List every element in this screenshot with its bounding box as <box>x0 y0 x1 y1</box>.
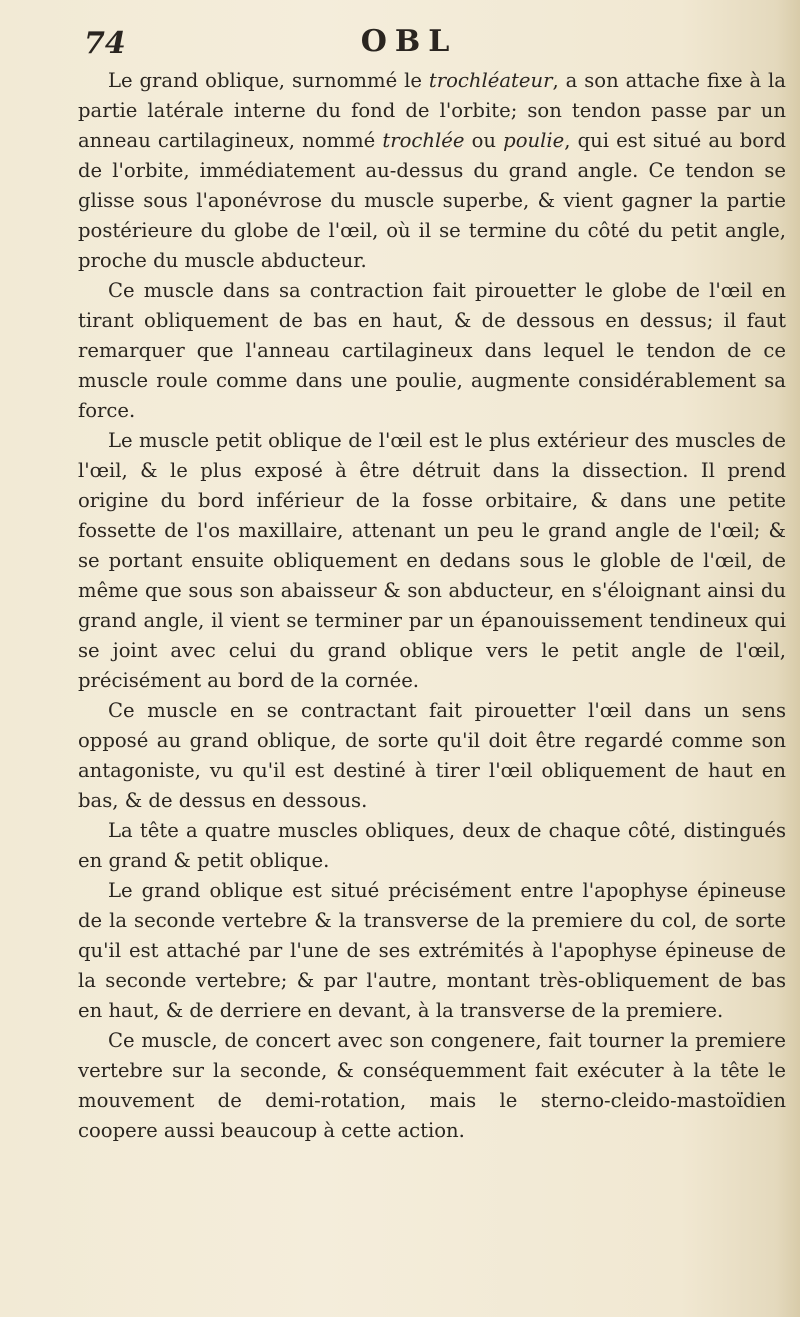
text-run: ou <box>464 129 504 152</box>
page-body <box>78 66 786 1146</box>
text-run: Le muscle petit oblique de l'œil est le plus extérieur des muscles de l'œil, & le plus exposé à être détruit dans la dissection. Il prend origine du bord inférieur de la fosse orbitaire, & dans une petite fossette de l'os maxillaire, attenant un peu le grand angle de l'œil; & se portant ensuite obliquement en dedans sous le globle de l'œil, de même que sous son abaisseur & son abducteur, en s'éloignant ainsi du grand angle, il vient se terminer par un épanouissement tendineux qui se joint avec celui du grand oblique vers le petit angle de l'œil, précisément au bord de la cornée. <box>78 429 786 692</box>
italic-term: trochléateur <box>428 69 553 92</box>
paragraph <box>78 276 786 426</box>
italic-term: trochlée <box>382 129 465 152</box>
paragraph <box>78 816 786 876</box>
paragraph <box>78 426 786 696</box>
page-header <box>78 18 740 68</box>
text-run: La tête a quatre muscles obliques, deux de chaque côté, distingués en grand & petit oblique. <box>78 819 786 872</box>
text-run: Le grand oblique, surnommé le <box>108 69 429 92</box>
paragraph <box>78 66 786 276</box>
text-run: Ce muscle en se contractant fait pirouetter l'œil dans un sens opposé au grand oblique, de sorte qu'il doit être regardé comme son antagoniste, vu qu'il est destiné à tirer l'œil obliquement de haut en bas, & de dessus en dessous. <box>78 699 786 812</box>
italic-term: poulie <box>503 129 565 152</box>
text-run: Ce muscle dans sa contraction fait pirouetter le globe de l'œil en tirant obliquement de bas en haut, & de dessous en dessus; il faut remarquer que l'anneau cartilagineux dans lequel le tendon de ce muscle roule comme dans une poulie, augmente considérablement sa force. <box>78 279 786 422</box>
text-run: , a son attache fixe à la partie latérale interne du fond de l'orbite; son tendon passe par un anneau cartilagineux, nommé <box>78 69 786 152</box>
paragraph <box>78 876 786 1026</box>
text-run: Ce muscle, de concert avec son congenere, fait tourner la premiere vertebre sur la seconde, & conséquemment fait exécuter à la tête le mouvement de demi-rotation, mais le sterno-cleido-mastoïdien coopere aussi beaucoup à cette action. <box>78 1029 786 1142</box>
text-run: , qui est situé au bord de l'orbite, immédiatement au-dessus du grand angle. Ce tendon se glisse sous l'aponévrose du muscle superbe, & vient gagner la partie postérieure du globe de l'œil, où il se termine du côté du petit angle, proche du muscle abducteur. <box>78 129 786 272</box>
page-number: 74 <box>84 26 126 61</box>
paragraph <box>78 696 786 816</box>
text-run: Le grand oblique est situé précisément entre l'apophyse épineuse de la seconde vertebre & la transverse de la premiere du col, de sorte qu'il est attaché par l'une de ses extrémités à l'apophyse épineuse de la seconde vertebre; & par l'autre, montant très-obliquement de bas en haut, & de derriere en devant, à la transverse de la premiere. <box>78 879 786 1022</box>
running-title: OBL <box>360 24 458 59</box>
paragraph <box>78 1026 786 1146</box>
